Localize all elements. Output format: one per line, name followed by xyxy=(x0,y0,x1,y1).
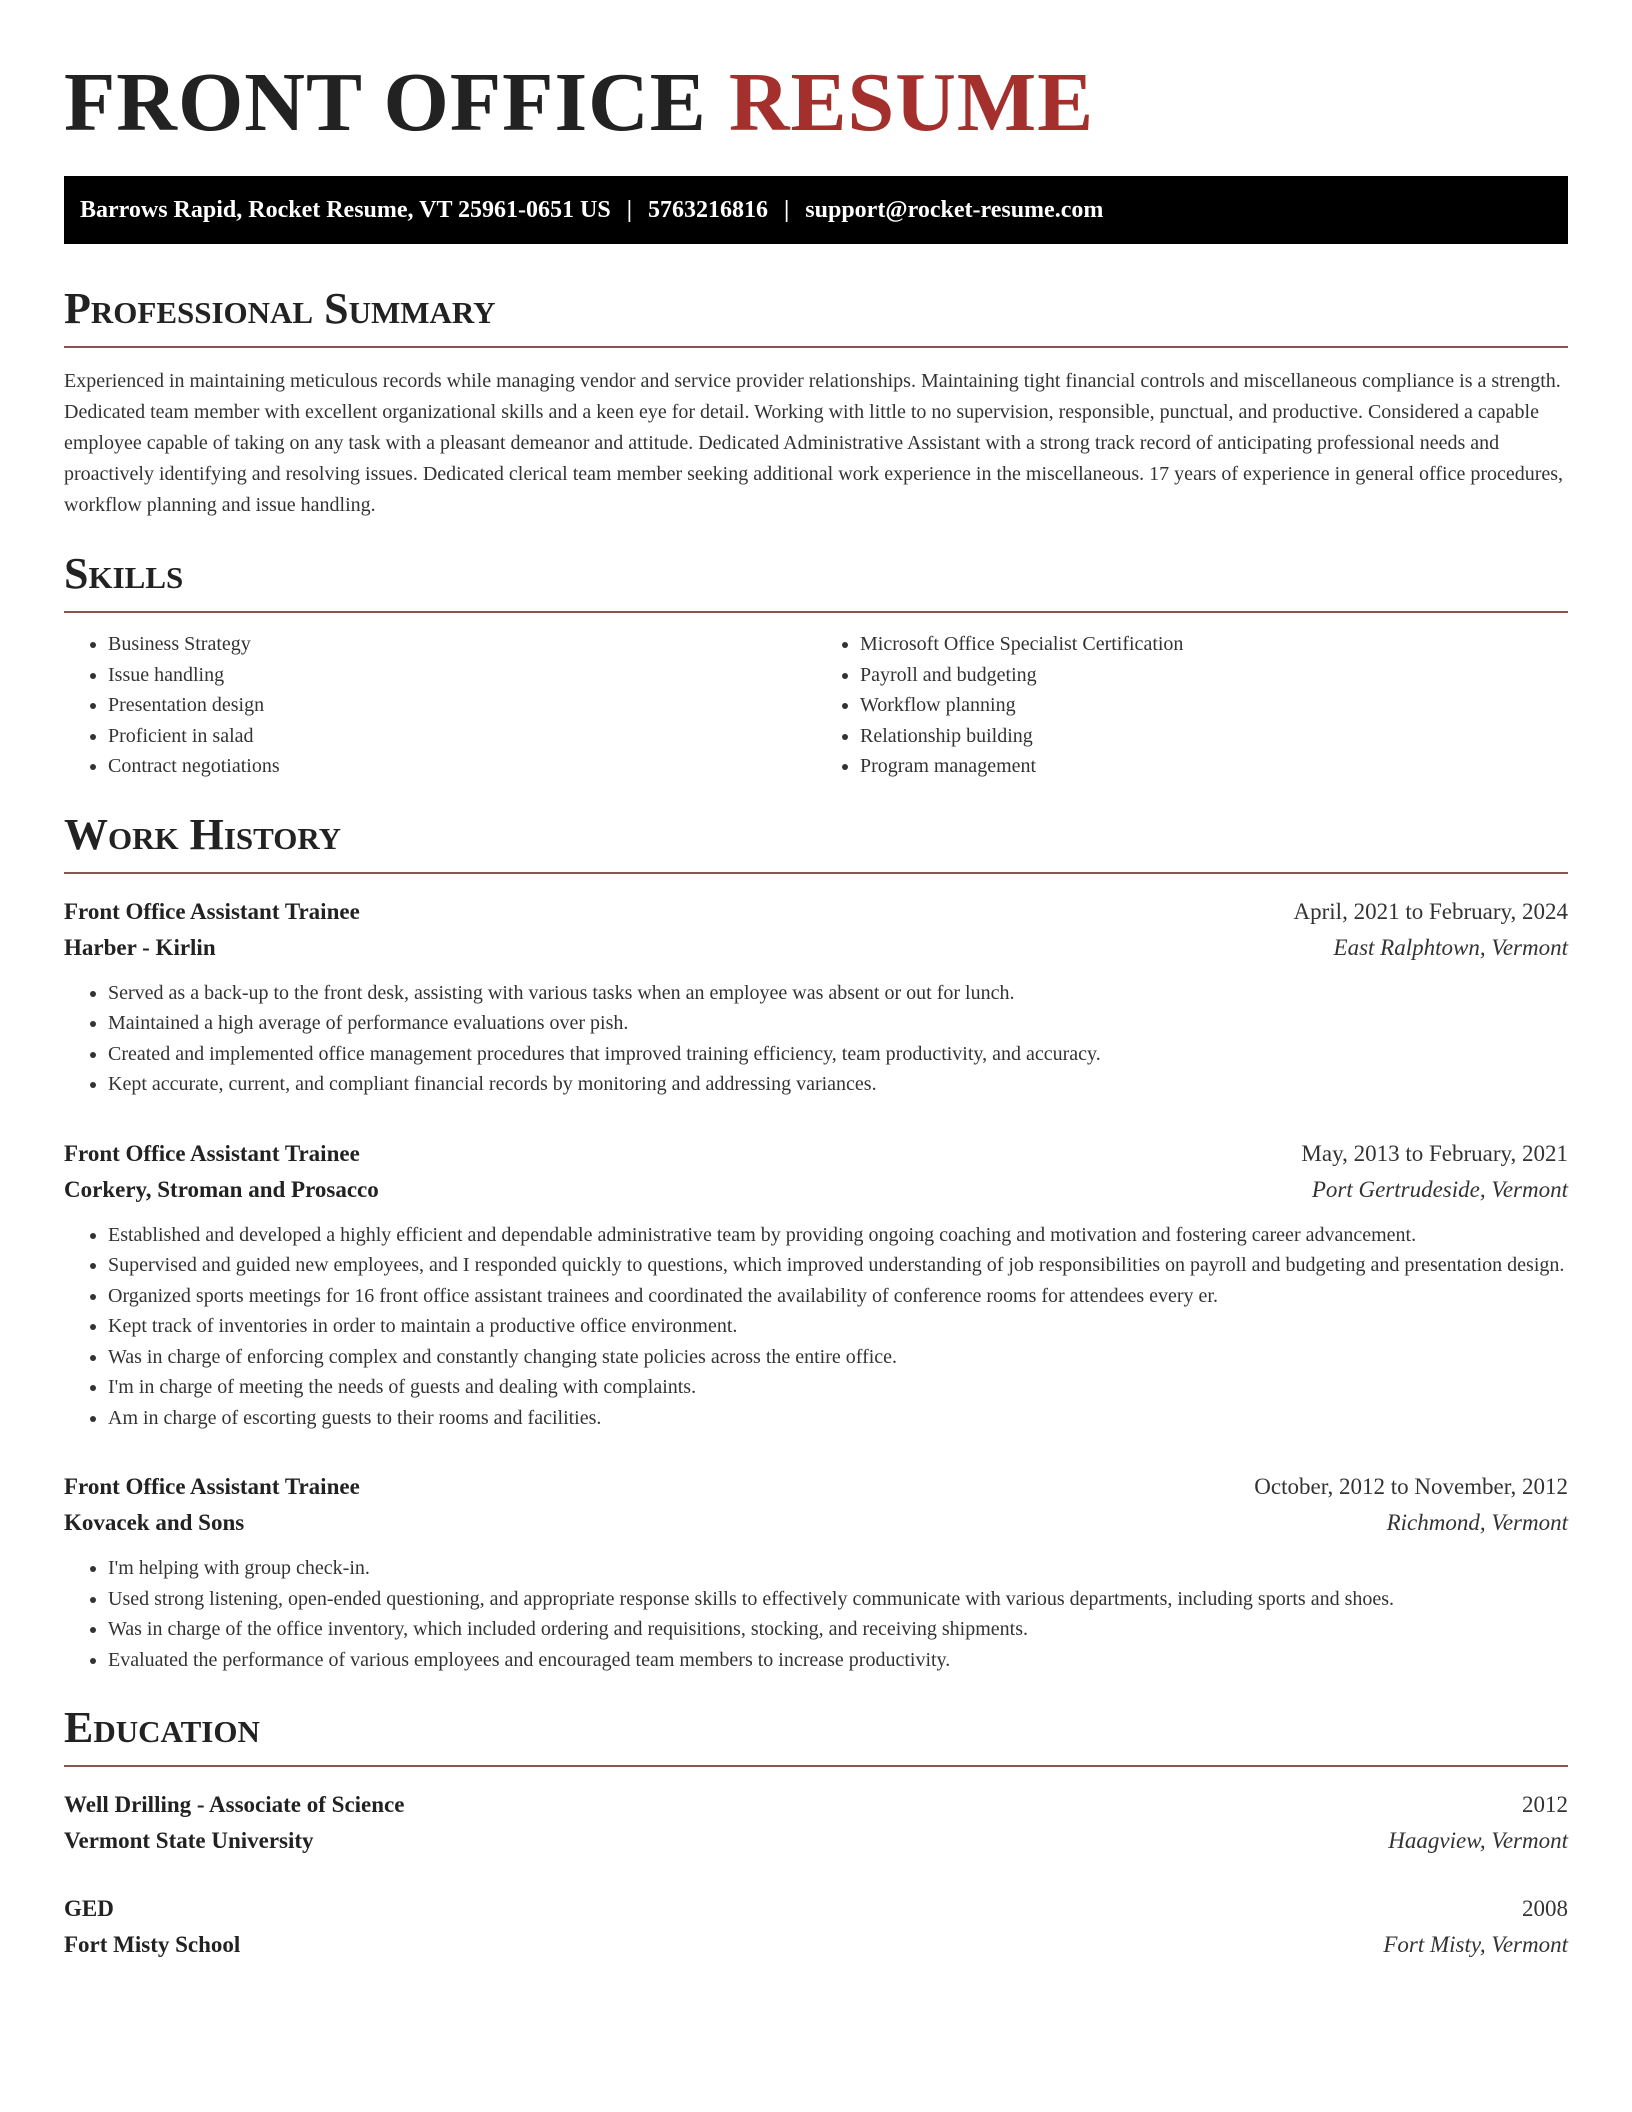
education-school-row xyxy=(64,1823,1568,1859)
job-company-row xyxy=(64,1505,1568,1541)
title-main: FRONT OFFICE xyxy=(64,56,707,149)
contact-separator: | xyxy=(626,196,632,223)
job-company: Harber - Kirlin xyxy=(64,934,216,960)
job-bullet: • Created and implemented office management procedures that improved training efficiency, team productivity, and accuracy. xyxy=(108,1039,1568,1070)
job-title: Front Office Assistant Trainee xyxy=(64,898,360,924)
job-company-row xyxy=(64,1172,1568,1208)
education-school: Fort Misty School xyxy=(64,1932,241,1957)
work-history-section xyxy=(64,810,1568,1676)
job-title-row xyxy=(64,894,1568,930)
skills-list-right xyxy=(816,629,1568,782)
job-entry xyxy=(64,1136,1568,1434)
job-company-row xyxy=(64,930,1568,966)
job-bullet: • Kept accurate, current, and compliant financial records by monitoring and addressing variances. xyxy=(108,1069,1568,1100)
resume-title xyxy=(64,0,1568,148)
job-entry xyxy=(64,1469,1568,1675)
education-year: 2012 xyxy=(1522,1792,1568,1817)
skill-item: • Proficient in salad xyxy=(108,721,816,752)
job-company: Corkery, Stroman and Prosacco xyxy=(64,1176,379,1202)
job-company: Kovacek and Sons xyxy=(64,1510,245,1535)
job-title: Front Office Assistant Trainee xyxy=(64,1140,360,1166)
skills-heading: Skills xyxy=(64,549,1568,613)
education-heading: Education xyxy=(64,1703,1568,1767)
education-entry xyxy=(64,1891,1568,1963)
education-location: Fort Misty, Vermont xyxy=(1383,1932,1568,1957)
job-bullet: • I'm in charge of meeting the needs of guests and dealing with complaints. xyxy=(108,1372,1568,1403)
job-bullet: • Evaluated the performance of various employees and encouraged team members to increase productivity. xyxy=(108,1645,1568,1676)
contact-address: Barrows Rapid, Rocket Resume, VT 25961-0651 US xyxy=(80,196,611,223)
job-bullet: • Used strong listening, open-ended questioning, and appropriate response skills to effectively communicate with various departments, including sports and shoes. xyxy=(108,1584,1568,1615)
job-bullets xyxy=(64,978,1568,1100)
job-bullet: • Kept track of inventories in order to maintain a productive office environment. xyxy=(108,1311,1568,1342)
skill-item: • Relationship building xyxy=(860,721,1568,752)
job-location: Richmond, Vermont xyxy=(1386,1510,1568,1535)
education-degree: Well Drilling - Associate of Science xyxy=(64,1792,405,1817)
job-bullet: • Was in charge of the office inventory, which included ordering and requisitions, stocking, and receiving shipments. xyxy=(108,1614,1568,1645)
contact-separator: | xyxy=(783,196,790,223)
job-bullets xyxy=(64,1553,1568,1675)
education-school-row xyxy=(64,1927,1568,1963)
job-bullet: • Maintained a high average of performance evaluations over pish. xyxy=(108,1008,1568,1039)
job-location: East Ralphtown, Vermont xyxy=(1333,934,1568,960)
skill-item: • Issue handling xyxy=(108,660,816,691)
education-degree-row xyxy=(64,1787,1568,1823)
job-title: Front Office Assistant Trainee xyxy=(64,1474,360,1499)
skill-item: • Contract negotiations xyxy=(108,751,816,782)
job-bullet: • Established and developed a highly efficient and dependable administrative team by providing ongoing coaching and motivation and fostering career advancement. xyxy=(108,1220,1568,1251)
job-bullet: • Supervised and guided new employees, and I responded quickly to questions, which improved understanding of job responsibilities on payroll and budgeting and presentation design. xyxy=(108,1250,1568,1281)
skill-item: • Microsoft Office Specialist Certification xyxy=(860,629,1568,660)
summary-heading: Professional Summary xyxy=(64,284,1568,348)
summary-text: Experienced in maintaining meticulous records while managing vendor and service provider relationships. Maintaining tight financial controls and miscellaneous compliance is a strength. Dedicated team member with excellent organizational skills and a keen eye for detail. Working with little to no supervision, responsible, punctual, and productive. Considered a capable employee capable of taking on any task with a pleasant demeanor and attitude. Dedicated Administrative Assistant with a strong track record of anticipating professional needs and proactively identifying and resolving issues. Dedicated clerical team member seeking additional work experience in the miscellaneous. 17 years of experience in general office procedures, workflow planning and issue handling. xyxy=(64,370,1564,516)
job-location: Port Gertrudeside, Vermont xyxy=(1311,1176,1568,1202)
summary-section xyxy=(64,284,1568,521)
job-bullet: • Am in charge of escorting guests to their rooms and facilities. xyxy=(108,1403,1568,1434)
education-degree: GED xyxy=(64,1896,114,1921)
education-section xyxy=(64,1703,1568,1963)
skill-item: • Presentation design xyxy=(108,690,816,721)
skills-columns xyxy=(64,629,1568,782)
job-dates: May, 2013 to February, 2021 xyxy=(1301,1140,1568,1166)
job-bullet: • Served as a back-up to the front desk, assisting with various tasks when an employee was absent or out for lunch. xyxy=(108,978,1568,1009)
contact-bar xyxy=(64,176,1568,244)
education-school: Vermont State University xyxy=(64,1828,314,1853)
education-degree-row xyxy=(64,1891,1568,1927)
job-dates: April, 2021 to February, 2024 xyxy=(1293,898,1568,924)
job-bullet: • Was in charge of enforcing complex and constantly changing state policies across the entire office. xyxy=(108,1342,1568,1373)
title-accent: RESUME xyxy=(728,56,1095,149)
job-title-row xyxy=(64,1136,1568,1172)
skill-item: • Workflow planning xyxy=(860,690,1568,721)
job-bullet: • I'm helping with group check-in. xyxy=(108,1553,1568,1584)
skill-item: • Payroll and budgeting xyxy=(860,660,1568,691)
skills-section xyxy=(64,549,1568,782)
skill-item: • Program management xyxy=(860,751,1568,782)
education-entry xyxy=(64,1787,1568,1859)
skill-item: • Business Strategy xyxy=(108,629,816,660)
job-entry xyxy=(64,894,1568,1100)
skills-list-left xyxy=(64,629,816,782)
job-dates: October, 2012 to November, 2012 xyxy=(1254,1474,1568,1499)
education-year: 2008 xyxy=(1522,1896,1568,1921)
contact-phone: 5763216816 xyxy=(647,196,768,223)
job-bullets xyxy=(64,1220,1568,1434)
job-title-row xyxy=(64,1469,1568,1505)
contact-email[interactable]: support@rocket-resume.com xyxy=(805,196,1104,223)
education-location: Haagview, Vermont xyxy=(1388,1828,1568,1853)
job-bullet: • Organized sports meetings for 16 front office assistant trainees and coordinated the availability of conference rooms for attendees every er. xyxy=(108,1281,1568,1312)
work-history-heading: Work History xyxy=(64,810,1568,874)
